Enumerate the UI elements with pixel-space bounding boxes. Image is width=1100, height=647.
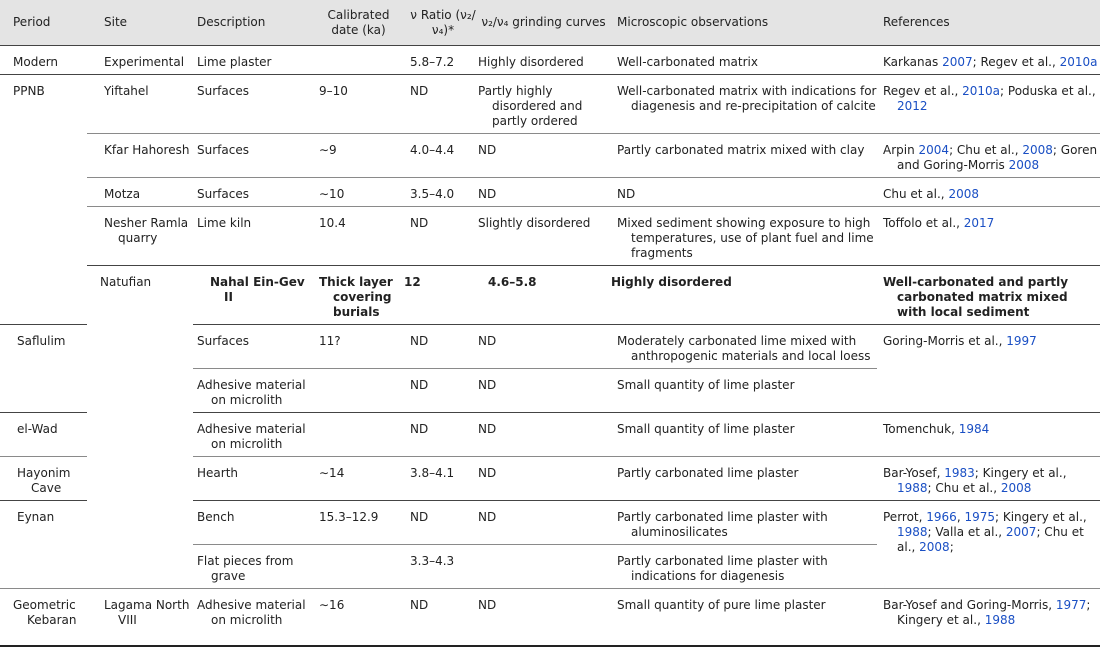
cell-ratio: ND [400, 369, 478, 413]
cell-description: Lime plaster [193, 46, 315, 75]
cell-microscopic: Mixed sediment showing exposure to high temperatures, use of plant fuel and lime fragments [611, 207, 877, 266]
cell-site: Nahal Ein-Gev II [193, 266, 315, 325]
cell-references: Bar-Yosef and Goring-Morris, 1977; Kingery et al., 1988 [877, 589, 1100, 633]
cell-microscopic: Partly carbonated matrix mixed with clay [611, 134, 877, 178]
cell-grinding-curves [478, 545, 611, 589]
cell-site: Nesher Ramla quarry [87, 207, 193, 266]
header-calibrated-date: Calibrated date (ka) [315, 0, 400, 46]
reference-link[interactable]: 1977 [1055, 598, 1087, 612]
reference-link[interactable]: 2010a [962, 84, 1001, 98]
reference-link[interactable]: 2007 [1005, 525, 1037, 539]
cell-calibrated-date: ∼9 [315, 134, 400, 178]
reference-link[interactable]: 2008 [1022, 143, 1053, 157]
reference-link[interactable]: 2008 [1008, 158, 1040, 172]
cell-grinding-curves: ND [478, 457, 611, 501]
cell-description: Surfaces [193, 178, 315, 207]
table-row [0, 46, 1100, 75]
cell-ratio: ND [400, 325, 478, 369]
header-references: References [877, 0, 1100, 46]
cell-references: Chu et al., 2008 [877, 178, 1100, 207]
cell-site: Kfar Hahoresh [87, 134, 193, 178]
cell-ratio: 4.6–5.8 [478, 266, 611, 325]
cell-description: Flat pieces from grave [193, 545, 315, 589]
cell-calibrated-date: 12 [400, 266, 478, 325]
cell-microscopic: Partly carbonated lime plaster [611, 457, 877, 501]
cell-references: Bar-Yosef, 1983; Kingery et al., 1988; Chu et al., 2008 [877, 457, 1100, 501]
table-row [0, 75, 1100, 134]
table-header-row [0, 0, 1100, 46]
cell-grinding-curves: Highly disordered [611, 266, 877, 325]
reference-link[interactable]: 1988 [897, 481, 928, 495]
cell-microscopic: Small quantity of lime plaster [611, 369, 877, 413]
cell-calibrated-date [315, 413, 400, 457]
table-row [0, 266, 1100, 325]
cell-site: Saflulim [0, 325, 87, 413]
cell-calibrated-date: ∼10 [315, 178, 400, 207]
reference-link[interactable]: 2007 [942, 55, 973, 69]
reference-link[interactable]: 1997 [1006, 334, 1037, 348]
reference-link[interactable]: 2008 [1000, 481, 1032, 495]
cell-calibrated-date [315, 369, 400, 413]
cell-grinding-curves: ND [478, 325, 611, 369]
cell-microscopic: Partly carbonated lime plaster with aluminosilicates [611, 501, 877, 545]
cell-ratio: 3.8–4.1 [400, 457, 478, 501]
header-ratio: ν Ratio (ν₂/ν₄)* [400, 0, 478, 46]
header-microscopic: Microscopic observations [611, 0, 877, 46]
cell-microscopic: Partly carbonated lime plaster with indications for diagenesis [611, 545, 877, 589]
cell-references: Tomenchuk, 1984 [877, 413, 1100, 457]
cell-calibrated-date: 15.3–12.9 [315, 501, 400, 545]
cell-grinding-curves: ND [478, 413, 611, 457]
cell-calibrated-date: 11? [315, 325, 400, 369]
cell-period: Natufian [87, 266, 193, 589]
cell-microscopic: Well-carbonated matrix with indications for diagenesis and re-precipitation of calcite [611, 75, 877, 134]
reference-link[interactable]: 2004 [918, 143, 950, 157]
cell-microscopic: Well-carbonated matrix [611, 46, 877, 75]
cell-references: Karkanas 2007; Regev et al., 2010a [877, 46, 1100, 75]
cell-description: Surfaces [193, 75, 315, 134]
reference-link[interactable]: 2017 [963, 216, 995, 230]
cell-grinding-curves: ND [478, 501, 611, 545]
cell-description: Lime kiln [193, 207, 315, 266]
cell-description: Surfaces [193, 325, 315, 369]
cell-grinding-curves: ND [478, 178, 611, 207]
cell-references: Regev et al., 2010a; Poduska et al., 2012 [877, 75, 1100, 134]
cell-references: Toffolo et al., 2017 [877, 207, 1100, 266]
cell-calibrated-date [315, 545, 400, 589]
cell-description: Adhesive material on microlith [193, 369, 315, 413]
header-grinding-curves: ν₂/ν₄ grinding curves [478, 0, 611, 46]
cell-site: Yiftahel [87, 75, 193, 134]
reference-link[interactable]: 1975 [964, 510, 995, 524]
cell-references: Arpin 2004; Chu et al., 2008; Goren and Goring-Morris 2008 [877, 134, 1100, 178]
reference-link[interactable]: 2008 [948, 187, 979, 201]
cell-calibrated-date: ∼16 [315, 589, 400, 633]
cell-microscopic: Small quantity of lime plaster [611, 413, 877, 457]
cell-microscopic: Small quantity of pure lime plaster [611, 589, 877, 633]
cell-calibrated-date: ∼14 [315, 457, 400, 501]
reference-link[interactable]: 1988 [984, 613, 1016, 627]
cell-ratio: 3.5–4.0 [400, 178, 478, 207]
header-period: Period [0, 0, 87, 46]
cell-ratio: 4.0–4.4 [400, 134, 478, 178]
cell-references: Perrot, 1966, 1975; Kingery et al., 1988; Valla et al., 2007; Chu et al., 2008; [877, 501, 1100, 589]
cell-description: Hearth [193, 457, 315, 501]
cell-calibrated-date [315, 46, 400, 75]
cell-ratio: 5.8–7.2 [400, 46, 478, 75]
header-site: Site [87, 0, 193, 46]
reference-link[interactable]: 1984 [958, 422, 990, 436]
cell-site: Hayonim Cave [0, 457, 87, 501]
cell-description: Adhesive material on microlith [193, 589, 315, 633]
cell-ratio: ND [400, 207, 478, 266]
cell-microscopic: ND [611, 178, 877, 207]
cell-description: Bench [193, 501, 315, 545]
cell-grinding-curves: Highly disordered [478, 46, 611, 75]
reference-link[interactable]: 2008 [919, 540, 950, 554]
cell-ratio: ND [400, 75, 478, 134]
cell-calibrated-date: 9–10 [315, 75, 400, 134]
cell-site: el-Wad [0, 413, 87, 457]
cell-grinding-curves: ND [478, 589, 611, 633]
table-row [0, 589, 1100, 633]
reference-link[interactable]: 1983 [944, 466, 975, 480]
cell-site: Experimental [87, 46, 193, 75]
cell-microscopic: Moderately carbonated lime mixed with anthropogenic materials and local loess [611, 325, 877, 369]
cell-ratio: 3.3–4.3 [400, 545, 478, 589]
header-description: Description [193, 0, 315, 46]
reference-link[interactable]: 2012 [897, 99, 928, 113]
table-row [0, 134, 1100, 178]
table-row [0, 178, 1100, 207]
cell-grinding-curves: ND [478, 134, 611, 178]
cell-period: PPNB [0, 75, 87, 325]
cell-grinding-curves: Partly highly disordered and partly ordered [478, 75, 611, 134]
cell-calibrated-date: 10.4 [315, 207, 400, 266]
cell-ratio: ND [400, 589, 478, 633]
cell-references: Goring-Morris et al., 1997 [877, 325, 1100, 413]
cell-description: Thick layer covering burials [315, 266, 400, 325]
cell-ratio: ND [400, 501, 478, 545]
cell-period: Geometric Kebaran [0, 589, 87, 633]
cell-grinding-curves: ND [478, 369, 611, 413]
cell-grinding-curves: Slightly disordered [478, 207, 611, 266]
cell-microscopic: Well-carbonated and partly carbonated matrix mixed with local sediment [877, 266, 1100, 325]
cell-site: Lagama North VIII [87, 589, 193, 633]
cell-description: Surfaces [193, 134, 315, 178]
table-body [0, 46, 1100, 633]
table-row [0, 207, 1100, 266]
cell-description: Adhesive material on microlith [193, 413, 315, 457]
cell-period: Modern [0, 46, 87, 75]
cell-site: Motza [87, 178, 193, 207]
reference-link[interactable]: 1988 [897, 525, 928, 539]
reference-link[interactable]: 2010a [1059, 55, 1098, 69]
cell-ratio: ND [400, 413, 478, 457]
reference-link[interactable]: 1966 [926, 510, 957, 524]
cell-site: Eynan [0, 501, 87, 589]
